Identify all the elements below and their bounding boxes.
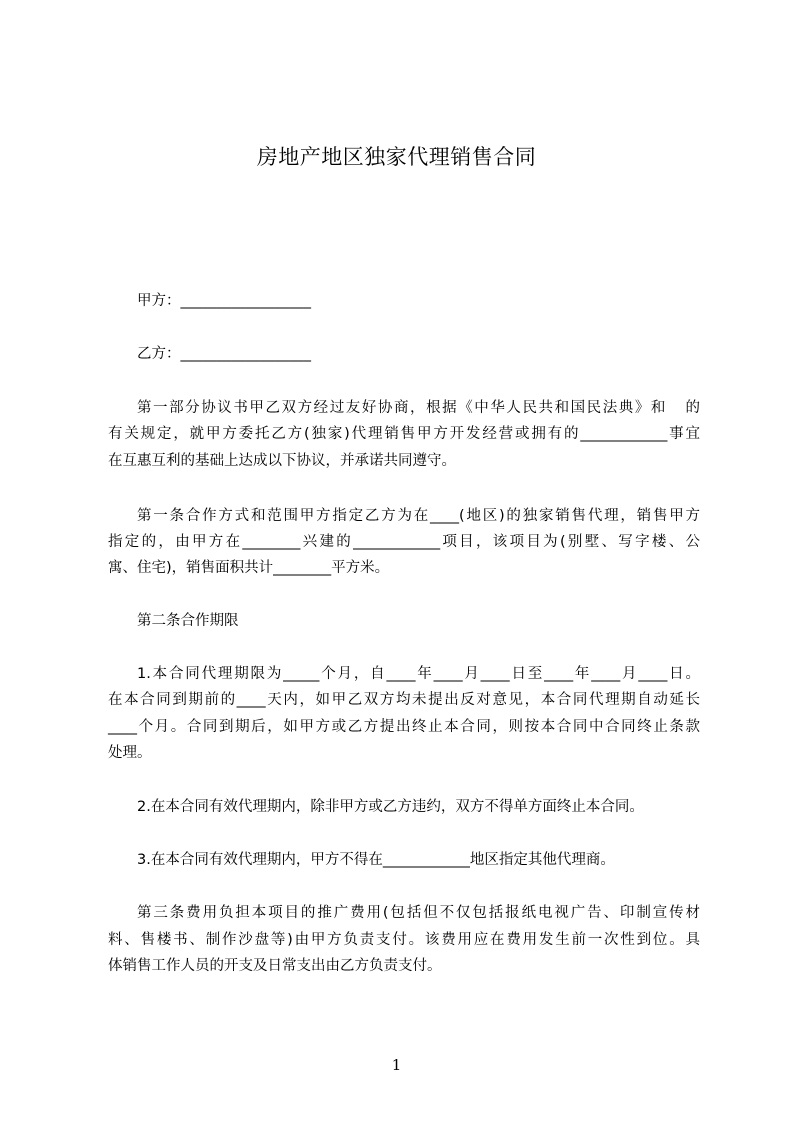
article1-line-2: 指定的，由甲方在________兴建的____________项目，该项目为(别墅、写字楼、公 [108,534,700,550]
article3-line-2: 料、售楼书、制作沙盘等)由甲方负责支付。该费用应在费用发生前一次性到位。具 [108,932,700,948]
article2-item1-line-3: ____个月。合同到期后，如甲方或乙方提出终止本合同，则按本合同中合同终止条款 [108,719,700,735]
article2-item3: 3.在本合同有效代理期内，甲方不得在____________地区指定其他代理商。 [137,852,615,868]
article3-line-1: 第三条费用负担本项目的推广费用(包括但不仅包括报纸电视广告、印制宣传材 [137,905,700,921]
article2-item1-line-4: 处理。 [108,745,152,761]
article3-line-3: 体销售工作人员的开支及日常支出由乙方负责支付。 [108,958,442,974]
page-number: 1 [391,1056,402,1074]
preamble-line-2: 有关规定，就甲方委托乙方(独家)代理销售甲方开发经营或拥有的____________事宜 [108,426,700,442]
party-b-line: 乙方：__________________ [137,346,311,362]
article1-line-1: 第一条合作方式和范围甲方指定乙方为在____(地区)的独家销售代理，销售甲方 [137,508,700,524]
preamble-line-3: 在互惠互利的基础上达成以下协议，并承诺共同遵守。 [108,453,456,469]
article2-item1-line-2: 在本合同到期前的____天内，如甲乙双方均未提出反对意见，本合同代理期自动延长 [108,692,700,708]
document-title: 房地产地区独家代理销售合同 [256,145,537,169]
article2-item1-line-1: 1.本合同代理期限为_____个月，自____年____月____日至____年____月____日。 [137,666,700,682]
article2-item2: 2.在本合同有效代理期内，除非甲方或乙方违约，双方不得单方面终止本合同。 [137,799,644,815]
article2-heading: 第二条合作期限 [137,613,239,629]
preamble-line-1: 第一部分协议书甲乙双方经过友好协商，根据《中华人民共和国民法典》和 的 [137,400,700,416]
party-a-line: 甲方：__________________ [137,293,311,309]
article1-line-3: 寓、住宅)，销售面积共计________平方米。 [108,560,390,576]
